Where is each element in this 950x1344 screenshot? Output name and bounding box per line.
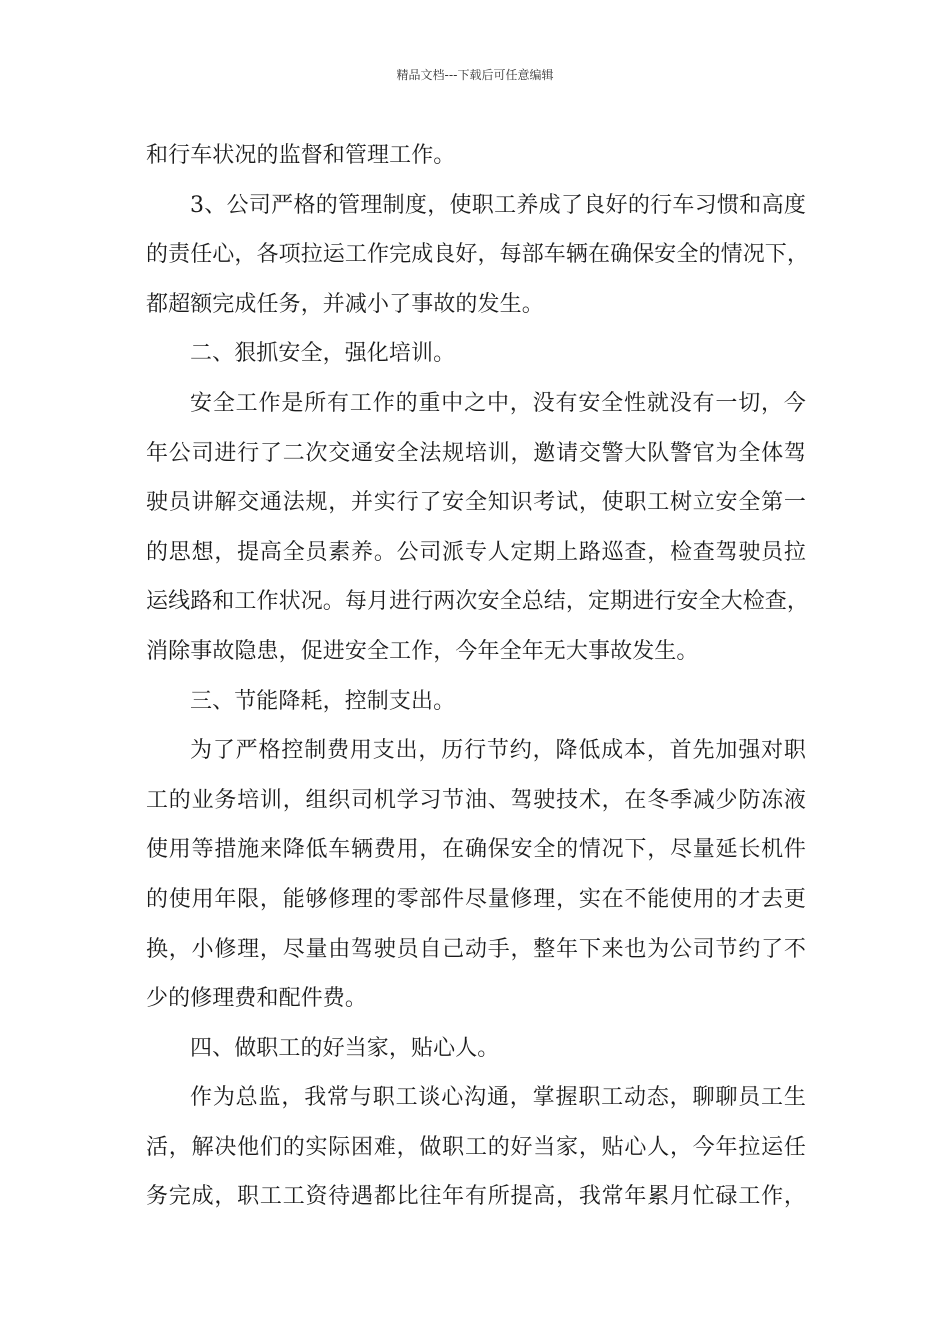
- text-line: 的责任心，各项拉运工作完成良好，每部车辆在确保安全的情况下，: [146, 242, 810, 268]
- text-line: 运线路和工作状况。每月进行两次安全总结，定期进行安全大检查，: [146, 589, 810, 615]
- text-line: 工的业务培训，组织司机学习节油、驾驶技术，在冬季减少防冻液: [146, 787, 806, 813]
- page-header: 精品文档---下载后可任意编辑: [396, 68, 554, 82]
- paragraph-first-line: 为了严格控制费用支出，历行节约，降低成本，首先加强对职: [190, 738, 806, 764]
- text-line: 少的修理费和配件费。: [146, 986, 368, 1012]
- section-heading: 二、狠抓安全，强化培训。: [190, 341, 456, 367]
- paragraph-first-line: 作为总监，我常与职工谈心沟通，掌握职工动态，聊聊员工生: [190, 1085, 806, 1111]
- text-line: 消除事故隐患，促进安全工作，今年全年无大事故发生。: [146, 638, 699, 664]
- text-line: 年公司进行了二次交通安全法规培训，邀请交警大队警官为全体驾: [146, 440, 806, 466]
- text-line: 和行车状况的监督和管理工作。: [146, 143, 456, 168]
- text-line: 换，小修理，尽量由驾驶员自己动手，整年下来也为公司节约了不: [146, 936, 806, 962]
- paragraph-first-line: 3、公司严格的管理制度，使职工养成了良好的行车习惯和高度: [190, 192, 806, 218]
- text-line: 使用等措施来降低车辆费用，在确保安全的情况下，尽量延长机件: [146, 837, 806, 863]
- text-line: 务完成，职工工资待遇都比往年有所提高，我常年累月忙碌工作，: [146, 1184, 806, 1210]
- text-line: 的思想，提高全员素养。公司派专人定期上路巡查，检查驾驶员拉: [146, 539, 806, 565]
- text-line: 活，解决他们的实际困难，做职工的好当家，贴心人，今年拉运任: [146, 1134, 806, 1160]
- paragraph-first-line: 安全工作是所有工作的重中之中，没有安全性就没有一切，今: [190, 390, 806, 416]
- section-heading: 三、节能降耗，控制支出。: [190, 688, 456, 714]
- text-line: 都超额完成任务，并减小了事故的发生。: [146, 291, 544, 317]
- text-line: 的使用年限，能够修理的零部件尽量修理，实在不能使用的才去更: [146, 886, 806, 912]
- text-line: 驶员讲解交通法规，并实行了安全知识考试，使职工树立安全第一: [146, 490, 806, 516]
- section-heading: 四、做职工的好当家，贴心人。: [190, 1035, 500, 1061]
- document-body: [146, 131, 810, 1222]
